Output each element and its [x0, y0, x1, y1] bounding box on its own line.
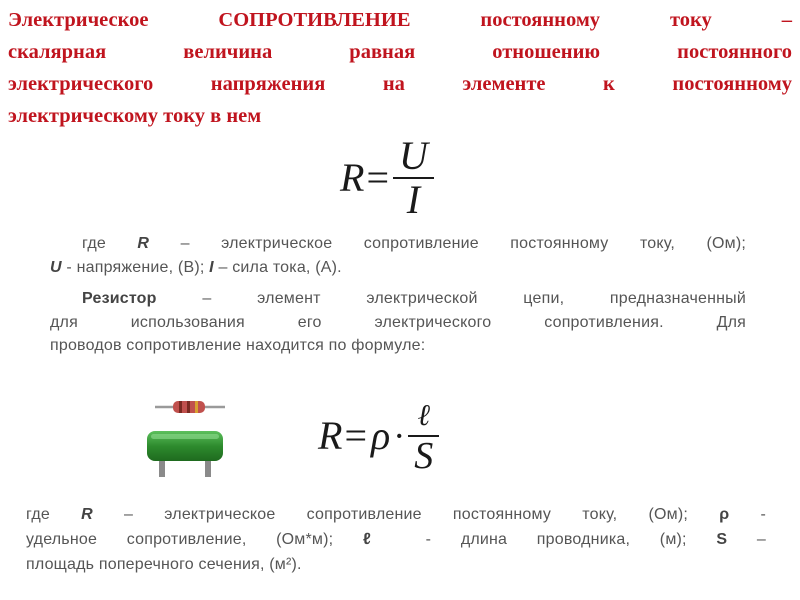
formula1-fraction — [393, 132, 434, 222]
formula2-dot: · — [393, 415, 406, 456]
title-line-4: электрическому току в нем — [8, 105, 262, 127]
title-line-3: электрического напряжения на элементе к постоянному — [8, 73, 792, 95]
resistor-power-icon — [145, 425, 225, 480]
title-line-2: скалярная величина равная отношению постоянного — [8, 41, 792, 63]
formula2-lhs: R — [318, 413, 343, 458]
ohms-law-formula — [340, 130, 434, 225]
resistance-resistivity-formula — [318, 393, 439, 478]
formula2-fraction — [408, 397, 439, 475]
para3-line-2: удельное сопротивление, (Ом*м); ℓ - длина проводника, (м); S – — [26, 531, 766, 548]
slide-title — [8, 4, 792, 132]
para2-line-2: для использования его электрического сопротивления. Для — [50, 313, 746, 331]
formula2-equals: = — [344, 413, 367, 458]
para3-line-3: площадь поперечного сечения, (м²). — [26, 556, 302, 573]
para3-line-1: где R – электрическое сопротивление постоянному току, (Ом); ρ - — [26, 506, 766, 523]
para2-line-3: проводов сопротивление находится по формуле: — [50, 337, 426, 354]
formula1-numerator: U — [399, 132, 428, 178]
resistor-definition — [50, 287, 746, 358]
formula1-explanation — [50, 232, 746, 279]
para2-line-1: Резистор – элемент электрической цепи, предназначенный — [82, 290, 746, 307]
formula2-rho: ρ — [371, 413, 391, 458]
resistor-axial-icon — [155, 398, 225, 416]
formula1-denominator: I — [406, 176, 421, 222]
formula1-equals: = — [366, 155, 389, 200]
para1-line-1: где R – электрическое сопротивление постоянному току, (Ом); — [82, 235, 746, 252]
formula2-explanation — [26, 502, 766, 577]
formula2-numerator: ℓ — [417, 397, 430, 433]
formula2-denominator: S — [414, 434, 434, 477]
formula1-lhs: R — [340, 155, 365, 200]
para1-line-2: U - напряжение, (В); I – сила тока, (А). — [50, 258, 342, 276]
title-line-1: Электрическое СОПРОТИВЛЕНИЕ постоянному току – — [8, 9, 792, 31]
